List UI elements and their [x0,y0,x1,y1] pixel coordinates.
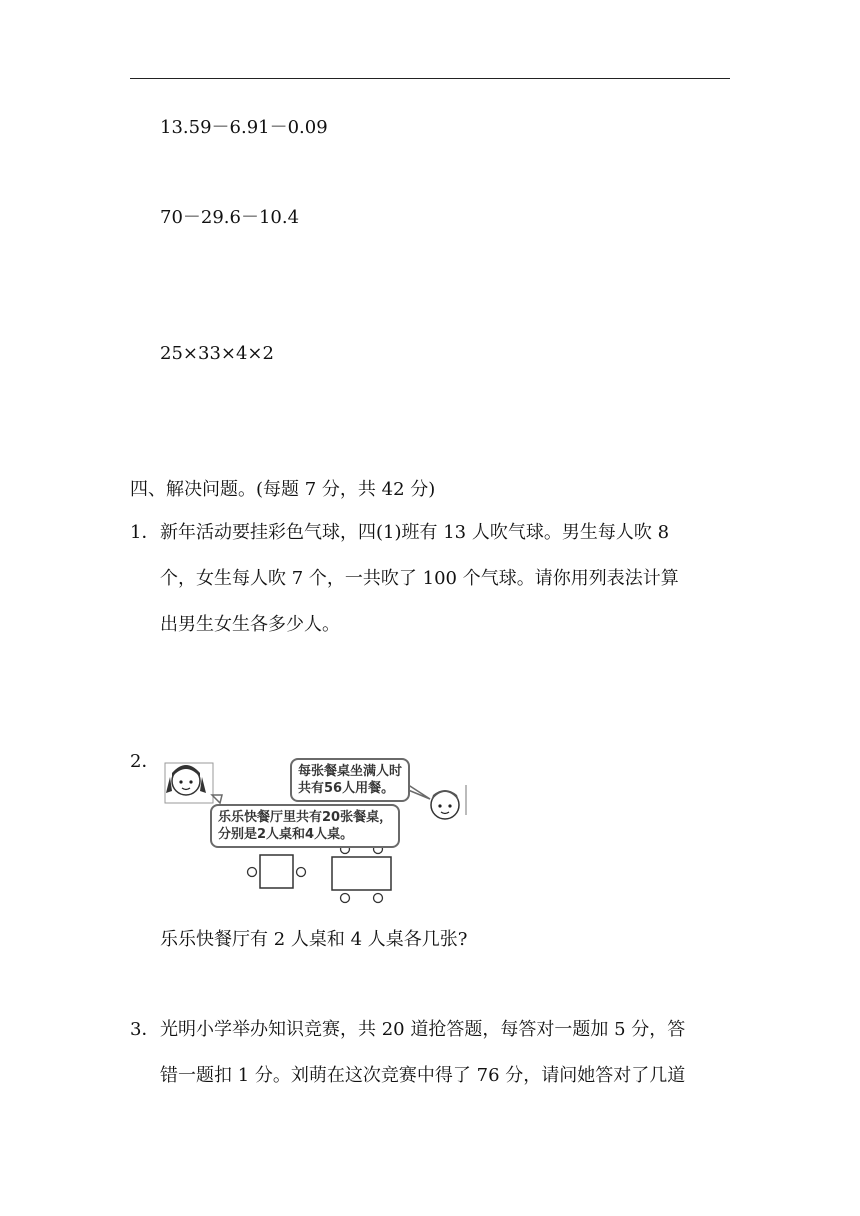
q2-number: 2． [130,751,160,772]
four-person-table-icon [332,845,391,903]
girl-speech-bubble [210,804,400,848]
q3-line2: 错一题扣 1 分。刘萌在这次竞赛中得了 76 分，请问她答对了几道 [160,1065,686,1086]
expression-2: 70－29.6－10.4 [160,207,300,228]
girl-bubble-line2: 分别是2人桌和4人桌。 [218,827,354,842]
girl-icon [165,763,213,803]
two-person-table-icon [248,855,306,888]
q1-text-1: 新年活动要挂彩色气球，四(1)班有 13 人吹气球。男生每人吹 8 [160,522,670,543]
girl-bubble-line1: 乐乐快餐厅里共有20张餐桌， [218,810,393,825]
boy-bubble-line2: 共有56人用餐。 [298,781,395,796]
q3-line1 [130,1018,685,1042]
q1-number: 1． [130,522,160,543]
q1-line3: 出男生女生各多少人。 [160,614,340,635]
expression-1: 13.59－6.91－0.09 [160,117,328,138]
section-heading: 四、解决问题。(每题 7 分，共 42 分) [130,479,436,500]
q3-text-1: 光明小学举办知识竞赛，共 20 道抢答题，每答对一题加 5 分，答 [160,1019,686,1040]
q1-line2: 个，女生每人吹 7 个，一共吹了 100 个气球。请你用列表法计算 [160,568,679,589]
q1-line1 [130,521,669,545]
q2-question: 乐乐快餐厅有 2 人桌和 4 人桌各几张? [160,929,468,950]
expression-3: 25×33×4×2 [160,343,274,364]
header-rule [130,78,730,79]
boy-bubble-line1: 每张餐桌坐满人时 [298,764,403,779]
boy-speech-bubble [290,758,410,802]
q3-number: 3． [130,1019,160,1040]
boy-icon [431,785,466,819]
